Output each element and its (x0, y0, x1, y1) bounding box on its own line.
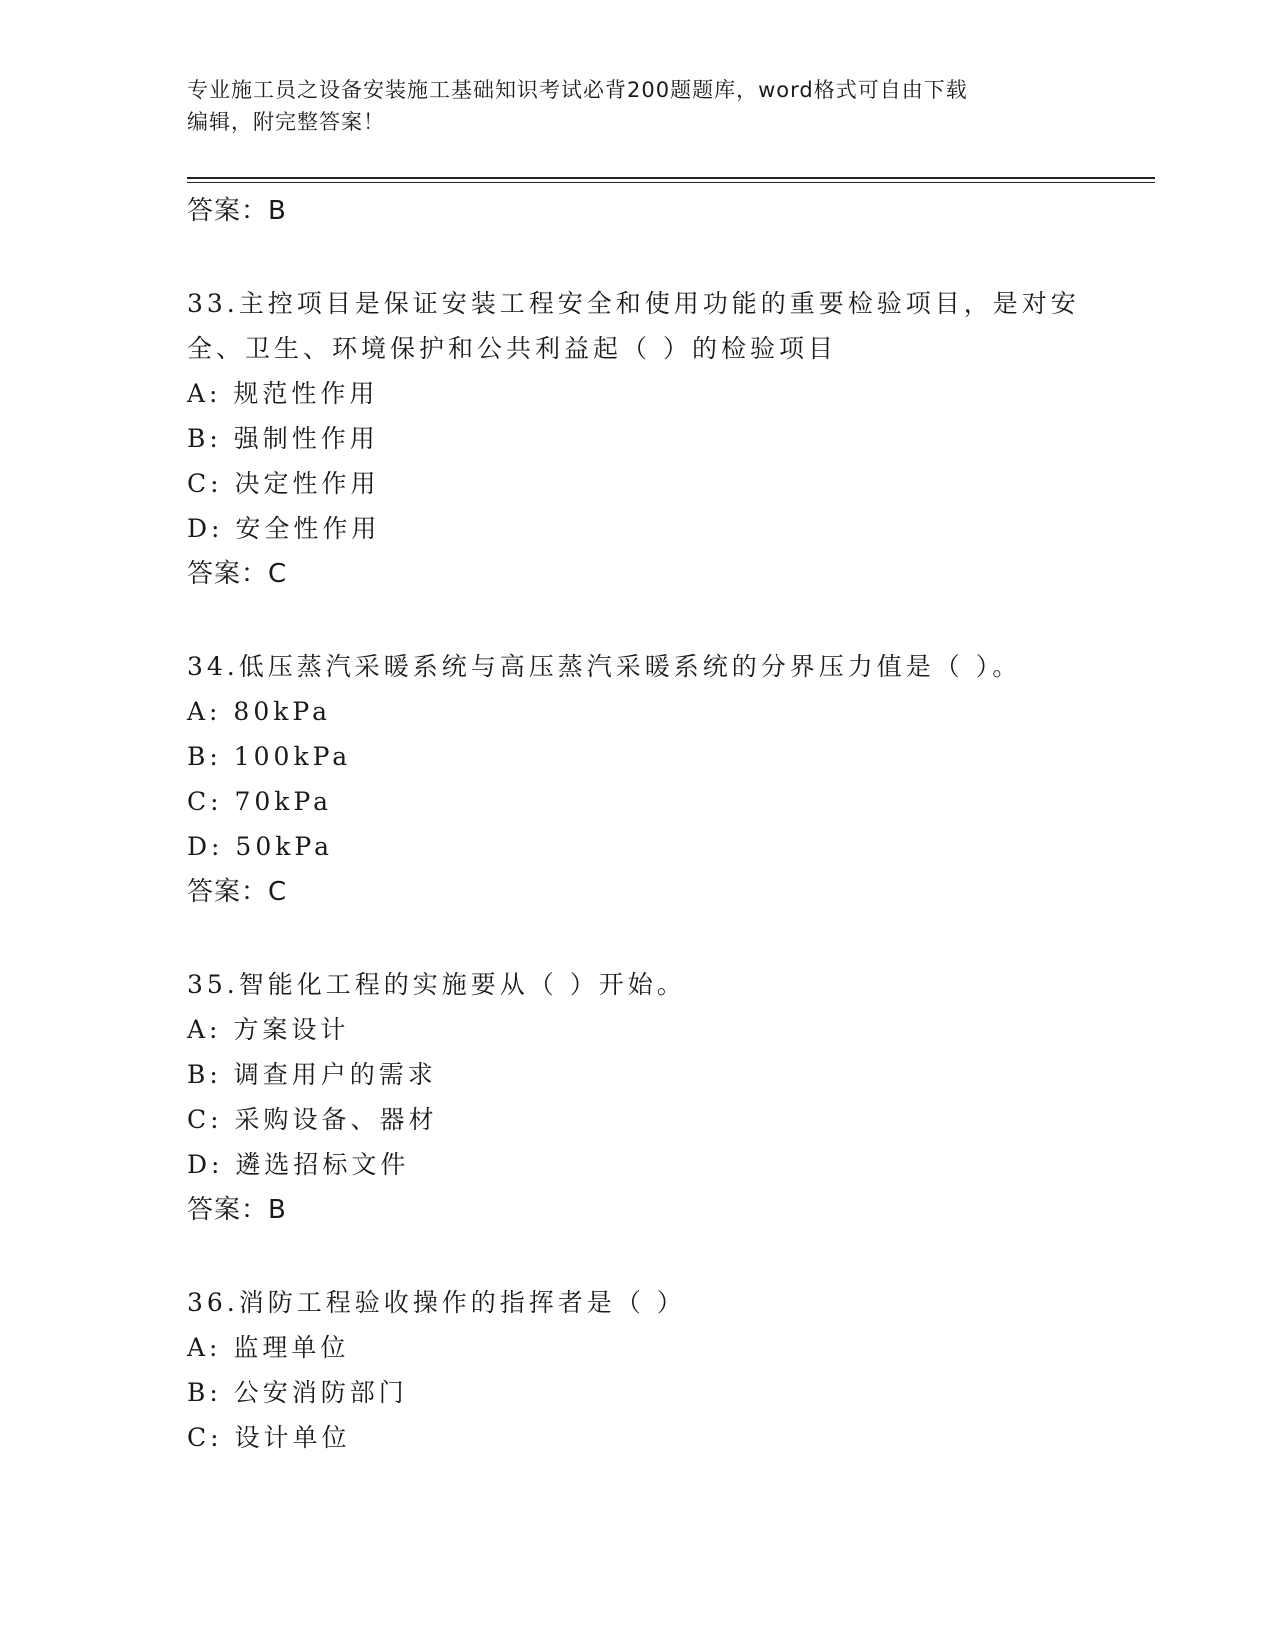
spacer (187, 915, 1087, 962)
spacer (187, 597, 1087, 644)
question-text: 35.智能化工程的实施要从（ ）开始。 (187, 970, 686, 999)
option-a: A: 方案设计 (187, 1015, 350, 1044)
question-block-35 (187, 962, 1087, 1233)
spacer (187, 1233, 1087, 1280)
question-text: 36.消防工程验收操作的指挥者是（ ） (187, 1288, 686, 1317)
answer-line: 答案：C (187, 559, 288, 589)
answer-line: 答案：B (187, 1195, 287, 1225)
option-c: C: 设计单位 (187, 1423, 351, 1452)
header-divider-thin (187, 182, 1155, 183)
question-text: 33.主控项目是保证安装工程安全和使用功能的重要检验项目，是对安 (187, 289, 1080, 318)
question-block-33 (187, 281, 1087, 597)
document-header (187, 74, 1067, 138)
document-body (187, 188, 1087, 1460)
option-b: B: 强制性作用 (187, 424, 379, 453)
question-text: 全、卫生、环境保护和公共利益起（ ）的检验项目 (187, 334, 837, 363)
option-d: D: 遴选招标文件 (187, 1150, 410, 1179)
option-b: B: 公安消防部门 (187, 1378, 408, 1407)
answer-line: 答案：C (187, 877, 288, 907)
question-block-36 (187, 1280, 1087, 1460)
answer-line: 答案：B (187, 196, 287, 226)
option-a: A: 监理单位 (187, 1333, 350, 1362)
header-line-2: 编辑，附完整答案！ (187, 110, 385, 134)
option-d: D: 安全性作用 (187, 514, 381, 543)
header-line-1: 专业施工员之设备安装施工基础知识考试必背200题题库，word格式可自由下载 (187, 78, 968, 102)
option-b: B: 100kPa (187, 742, 352, 771)
header-divider-thick (187, 177, 1155, 179)
option-a: A: 80kPa (187, 697, 331, 726)
spacer (187, 234, 1087, 281)
option-c: C: 决定性作用 (187, 469, 380, 498)
question-block-34 (187, 644, 1087, 915)
option-c: C: 70kPa (187, 787, 333, 816)
option-a: A: 规范性作用 (187, 379, 379, 408)
option-d: D: 50kPa (187, 832, 333, 861)
question-text: 34.低压蒸汽采暖系统与高压蒸汽采暖系统的分界压力值是（ ）。 (187, 652, 1022, 681)
option-c: C: 采购设备、器材 (187, 1105, 438, 1134)
option-b: B: 调查用户的需求 (187, 1060, 437, 1089)
